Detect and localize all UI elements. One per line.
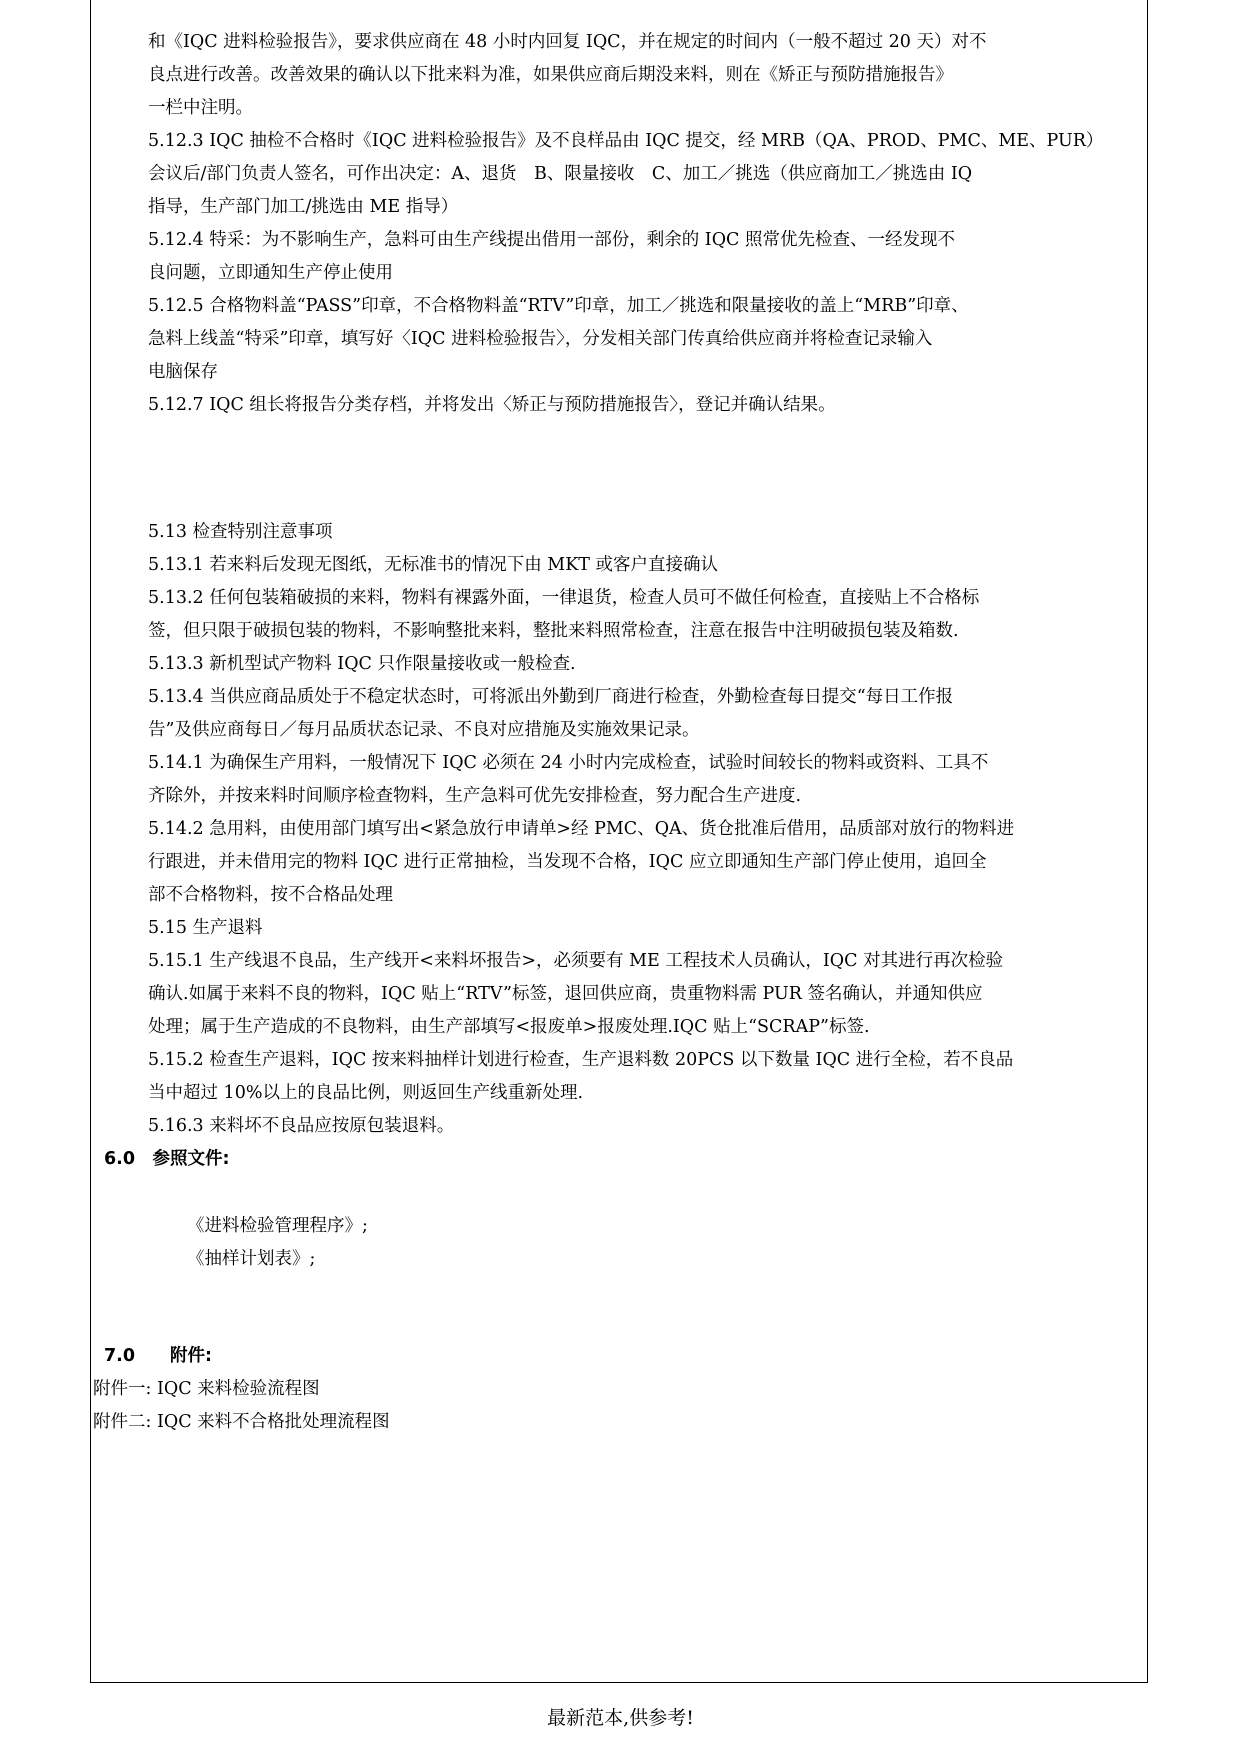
text-line: 5.12.7 IQC 组长将报告分类存档，并将发出〈矫正与预防措施报告〉，登记并确认结果。 — [148, 395, 836, 415]
page-footer: 最新范本,供参考! — [547, 1707, 694, 1729]
text-line: 5.15.2 检查生产退料，IQC 按来料抽样计划进行检查，生产退料数 20PCS 以下数量 IQC 进行全检，若不良品 — [148, 1050, 1014, 1070]
text-line: 5.13.4 当供应商品质处于不稳定状态时，可将派出外勤到厂商进行检查，外勤检查每日提交“每日工作报 — [148, 687, 954, 707]
text-line: 良问题，立即通知生产停止使用 — [148, 263, 393, 283]
attachment-item: 附件二: IQC 来料不合格批处理流程图 — [93, 1412, 390, 1432]
text-line: 会议后/部门负责人签名，可作出决定：A、退货 B、限量接收 C、加工／挑选（供应商加工／挑选由 IQ — [148, 164, 973, 184]
text-line: 5.15.1 生产线退不良品，生产线开<来料坏报告>，必须要有 ME 工程技术人员确认，IQC 对其进行再次检验 — [148, 951, 1004, 971]
text-line: 5.15 生产退料 — [148, 918, 263, 938]
text-line: 确认.如属于来料不良的物料，IQC 贴上“RTV”标签，退回供应商，贵重物料需 PUR 签名确认，并通知供应 — [148, 984, 983, 1004]
text-line: 急料上线盖“特采”印章，填写好〈IQC 进料检验报告〉，分发相关部门传真给供应商并将检查记录输入 — [148, 329, 933, 349]
text-line: 电脑保存 — [148, 362, 218, 382]
text-line: 5.12.3 IQC 抽检不合格时《IQC 进料检验报告》及不良样品由 IQC 提交，经 MRB（QA、PROD、PMC、ME、PUR） — [148, 131, 1104, 151]
text-line: 5.13 检查特别注意事项 — [148, 522, 333, 542]
reference-item: 《进料检验管理程序》; — [187, 1216, 368, 1236]
text-line: 5.16.3 来料坏不良品应按原包装退料。 — [148, 1116, 455, 1136]
text-line: 和《IQC 进料检验报告》，要求供应商在 48 小时内回复 IQC，并在规定的时间内（一般不超过 20 天）对不 — [148, 32, 987, 52]
text-line: 5.12.4 特采：为不影响生产，急料可由生产线提出借用一部份，剩余的 IQC 照常优先检查、一经发现不 — [148, 230, 955, 250]
reference-item: 《抽样计划表》; — [187, 1249, 316, 1269]
text-line: 5.14.2 急用料，由使用部门填写出<紧急放行申请单>经 PMC、QA、货仓批准后借用，品质部对放行的物料进 — [148, 819, 1015, 839]
text-line: 5.13.2 任何包装箱破损的来料，物料有裸露外面，一律退货，检查人员可不做任何检查，直接贴上不合格标 — [148, 588, 980, 608]
text-line: 齐除外，并按来料时间顺序检查物料，生产急料可优先安排检查，努力配合生产进度. — [148, 786, 802, 806]
text-line: 5.13.1 若来料后发现无图纸，无标准书的情况下由 MKT 或客户直接确认 — [148, 555, 719, 575]
text-line: 行跟进，并未借用完的物料 IQC 进行正常抽检，当发现不合格，IQC 应立即通知生产部门停止使用，追回全 — [148, 852, 987, 872]
text-line: 指导，生产部门加工/挑选由 ME 指导） — [148, 197, 459, 217]
text-line: 5.14.1 为确保生产用料，一般情况下 IQC 必须在 24 小时内完成检查，试验时间较长的物料或资料、工具不 — [148, 753, 989, 773]
text-line: 处理；属于生产造成的不良物料，由生产部填写<报废单>报废处理.IQC 贴上“SCRAP”标签. — [148, 1017, 870, 1037]
text-line: 一栏中注明。 — [148, 98, 253, 118]
text-line: 5.13.3 新机型试产物料 IQC 只作限量接收或一般检查. — [148, 654, 576, 674]
section-6-heading: 6.0 参照文件: — [104, 1149, 230, 1169]
text-line: 签，但只限于破损包装的物料，不影响整批来料，整批来料照常检查，注意在报告中注明破损包装及箱数. — [148, 621, 959, 641]
text-line: 当中超过 10%以上的良品比例，则返回生产线重新处理. — [148, 1083, 584, 1103]
section-7-heading: 7.0 附件: — [104, 1346, 212, 1366]
attachment-item: 附件一: IQC 来料检验流程图 — [93, 1379, 320, 1399]
text-line: 良点进行改善。改善效果的确认以下批来料为准，如果供应商后期没来料，则在《矫正与预防措施报告》 — [148, 65, 953, 85]
text-line: 5.12.5 合格物料盖“PASS”印章，不合格物料盖“RTV”印章，加工／挑选和限量接收的盖上“MRB”印章、 — [148, 296, 969, 316]
text-line: 部不合格物料，按不合格品处理 — [148, 885, 393, 905]
text-line: 告”及供应商每日／每月品质状态记录、不良对应措施及实施效果记录。 — [148, 720, 700, 740]
